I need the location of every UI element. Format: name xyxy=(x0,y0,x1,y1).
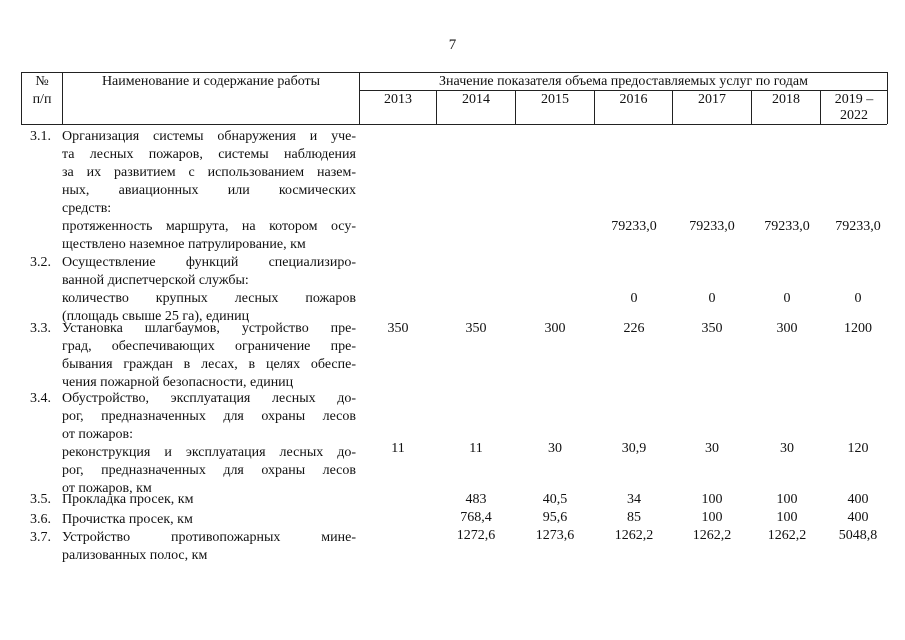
value-cell: 1262,2 xyxy=(767,528,807,543)
header-year: 2014 xyxy=(462,92,490,107)
row-line: рог, предназначенных для охраны лесов xyxy=(62,463,356,478)
value-cell: 100 xyxy=(776,510,798,525)
value-cell: 11 xyxy=(391,441,405,456)
row-line: (площадь свыше 25 га), единиц xyxy=(62,309,250,324)
row-number: 3.1. xyxy=(30,129,51,144)
value-cell: 11 xyxy=(469,441,483,456)
row-number: 3.3. xyxy=(30,321,51,336)
value-cell: 100 xyxy=(701,492,723,507)
value-cell: 120 xyxy=(847,441,869,456)
row-line: за их развитием с использованием назем- xyxy=(62,165,356,180)
row-description xyxy=(62,254,356,326)
value-cell: 0 xyxy=(783,291,791,306)
row-line: Осуществление функций специализиро- xyxy=(62,255,356,270)
value-cell: 100 xyxy=(701,510,723,525)
row-line: от пожаров, км xyxy=(62,481,152,496)
value-cell: 40,5 xyxy=(542,492,568,507)
value-cell: 30 xyxy=(548,441,562,456)
row-number: 3.6. xyxy=(30,512,51,527)
row-line: ванной диспетчерской службы: xyxy=(62,273,249,288)
value-cell: 100 xyxy=(776,492,798,507)
value-cell: 1200 xyxy=(844,321,872,336)
value-cell: 400 xyxy=(847,510,869,525)
header-year: 2016 xyxy=(619,92,648,107)
header-year: 2013 xyxy=(384,92,412,107)
value-cell: 5048,8 xyxy=(838,528,878,543)
value-cell: 95,6 xyxy=(542,510,568,525)
value-cell: 350 xyxy=(465,321,487,336)
row-line: Установка шлагбаумов, устройство пре- xyxy=(62,321,356,336)
row-line: Прочистка просек, км xyxy=(62,512,193,527)
row-number: 3.4. xyxy=(30,391,51,406)
row-line: Обустройство, эксплуатация лесных до- xyxy=(62,391,356,406)
value-cell: 34 xyxy=(627,492,641,507)
header-year: 2018 xyxy=(772,92,800,107)
row-description xyxy=(62,529,356,565)
page-number: 7 xyxy=(448,37,457,53)
row-line: реконструкция и эксплуатация лесных до- xyxy=(62,445,356,460)
row-line: количество крупных лесных пожаров xyxy=(62,291,356,306)
row-line: град, обеспечивающих ограничение пре- xyxy=(62,339,356,354)
row-number: 3.5. xyxy=(30,492,51,507)
header-year-end: 2022 xyxy=(840,108,868,123)
value-cell: 1273,6 xyxy=(535,528,575,543)
value-cell: 300 xyxy=(544,321,566,336)
value-cell: 0 xyxy=(630,291,638,306)
row-description xyxy=(62,511,356,529)
value-cell: 85 xyxy=(627,510,641,525)
row-number: 3.2. xyxy=(30,255,51,270)
row-line: Устройство противопожарных мине- xyxy=(62,530,356,545)
value-cell: 350 xyxy=(701,321,723,336)
header-year: 2019 – xyxy=(834,92,874,107)
value-cell: 226 xyxy=(623,321,645,336)
value-cell: 30 xyxy=(705,441,719,456)
row-line: чения пожарной безопасности, единиц xyxy=(62,375,294,390)
row-description xyxy=(62,390,356,498)
value-cell: 79233,0 xyxy=(764,219,810,234)
row-description xyxy=(62,320,356,392)
header-value-label: Значение показателя объема предоставляемых услуг по годам xyxy=(439,74,808,89)
row-line: протяженность маршрута, на котором осу- xyxy=(62,219,356,234)
value-cell: 79233,0 xyxy=(611,219,657,234)
value-cell: 400 xyxy=(847,492,869,507)
value-cell: 79233,0 xyxy=(835,219,881,234)
value-cell: 79233,0 xyxy=(689,219,735,234)
header-num-label: № xyxy=(35,74,49,89)
header-divider xyxy=(887,72,888,124)
row-line: ных, авиационных или космических xyxy=(62,183,356,198)
row-line: ществлено наземное патрулирование, км xyxy=(62,237,306,252)
row-line: средств: xyxy=(62,201,112,216)
value-cell: 300 xyxy=(776,321,798,336)
row-line: рог, предназначенных для охраны лесов xyxy=(62,409,356,424)
row-line: та лесных пожаров, системы наблюдения xyxy=(62,147,356,162)
value-cell: 0 xyxy=(854,291,862,306)
row-line: от пожаров: xyxy=(62,427,133,442)
value-cell: 30,9 xyxy=(621,441,647,456)
row-line: Прокладка просек, км xyxy=(62,492,194,507)
value-cell: 483 xyxy=(465,492,487,507)
row-description xyxy=(62,491,356,509)
value-cell: 350 xyxy=(387,321,409,336)
value-cell: 768,4 xyxy=(460,510,492,525)
row-number: 3.7. xyxy=(30,530,51,545)
value-cell: 0 xyxy=(708,291,716,306)
row-description xyxy=(62,128,356,254)
row-line: рализованных полос, км xyxy=(62,548,208,563)
row-line: бывания граждан в лесах, в целях обеспе- xyxy=(62,357,356,372)
header-year: 2017 xyxy=(698,92,726,107)
value-cell: 1272,6 xyxy=(456,528,496,543)
row-line: Организация системы обнаружения и уче- xyxy=(62,129,356,144)
value-cell: 1262,2 xyxy=(614,528,654,543)
value-cell: 30 xyxy=(780,441,794,456)
header-year: 2015 xyxy=(541,92,569,107)
value-cell: 1262,2 xyxy=(692,528,732,543)
header-bottom-border xyxy=(21,124,887,125)
header-name-label: Наименование и содержание работы xyxy=(101,74,321,89)
header-num-label-2: п/п xyxy=(32,92,52,107)
